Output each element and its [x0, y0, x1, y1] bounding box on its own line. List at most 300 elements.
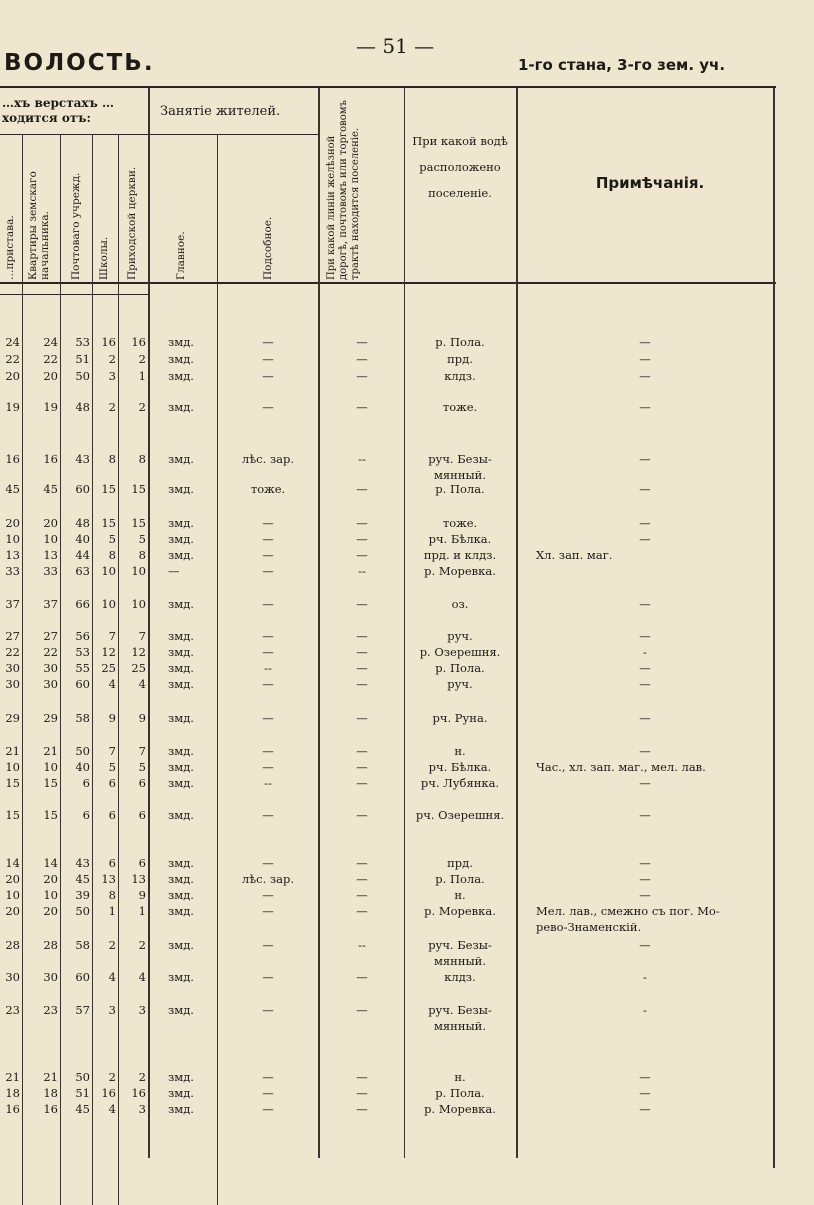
water-value-cont: мянный. — [433, 1019, 486, 1033]
aux-occupation: — — [262, 564, 274, 578]
distance-value: 9 — [138, 888, 146, 902]
notes-value: — — [639, 872, 651, 886]
col-header-water: При какой водѣ расположено поселеніе. — [412, 134, 508, 200]
water-value: тоже. — [442, 400, 478, 414]
distance-value: 50 — [75, 904, 90, 918]
distance-value: 16 — [101, 1086, 116, 1100]
main-occupation: змд. — [168, 938, 194, 952]
water-value: р. Моревка. — [424, 564, 496, 578]
distance-value: 30 — [43, 677, 58, 691]
notes-value: Час., хл. зап. маг., мел. лав. — [536, 760, 706, 774]
distance-value: 39 — [75, 888, 90, 902]
road-value: — — [356, 744, 368, 758]
distance-value: 9 — [138, 711, 146, 725]
main-occupation: змд. — [168, 808, 194, 822]
distance-value: 53 — [75, 335, 90, 349]
water-value: р. Пола. — [435, 335, 485, 349]
distance-value: 4 — [138, 970, 146, 984]
occupation-group-header: Занятіе жителей. — [160, 104, 281, 119]
col-rule-8 — [404, 88, 405, 1158]
water-value: прд. и клдз. — [423, 548, 497, 562]
distance-value: 6 — [138, 808, 146, 822]
table-row — [0, 776, 814, 792]
distance-value: 22 — [43, 645, 58, 659]
main-occupation: змд. — [168, 888, 194, 902]
aux-occupation: — — [262, 808, 274, 822]
occupation-rule — [148, 134, 318, 135]
distance-value: 16 — [101, 335, 116, 349]
table-row — [0, 677, 814, 693]
main-occupation: змд. — [168, 1003, 194, 1017]
water-value: р. Моревка. — [424, 1102, 496, 1116]
notes-value: — — [639, 808, 651, 822]
main-occupation: змд. — [168, 677, 194, 691]
table-row — [0, 808, 814, 824]
road-value: — — [356, 677, 368, 691]
distance-value: 21 — [43, 1070, 58, 1084]
notes-value: — — [639, 335, 651, 349]
notes-value: Мел. лав., смежно съ пог. Мо- — [536, 904, 720, 918]
page-number: — 51 — — [356, 34, 435, 58]
distance-value: 3 — [138, 1102, 146, 1116]
distance-value: 4 — [108, 677, 116, 691]
table-row — [0, 872, 814, 888]
table-row — [0, 645, 814, 661]
header-bottom-rule — [0, 282, 776, 284]
distance-value: 19 — [5, 400, 20, 414]
distance-value: 51 — [75, 352, 90, 366]
main-occupation: змд. — [168, 661, 194, 675]
distance-value: 23 — [5, 1003, 20, 1017]
water-value: р. Пола. — [435, 661, 485, 675]
table-row — [0, 970, 814, 986]
water-value: тоже. — [442, 516, 478, 530]
main-occupation: змд. — [168, 1086, 194, 1100]
aux-occupation: тоже. — [250, 482, 286, 496]
road-value: — — [356, 369, 368, 383]
distance-value: 16 — [5, 452, 20, 466]
water-value: рч. Озерешня. — [415, 808, 505, 822]
table-row — [0, 516, 814, 532]
aux-occupation: — — [262, 1070, 274, 1084]
col-header-road: При какой линіи желѣзной дорогѣ, почтовомъ или торговомъ трактѣ находится поселеніе. — [326, 100, 361, 280]
distance-value: 58 — [75, 938, 90, 952]
road-value: — — [356, 856, 368, 870]
aux-occupation: — — [262, 677, 274, 691]
distance-value: 16 — [131, 335, 146, 349]
distance-value: 37 — [5, 597, 20, 611]
aux-occupation: — — [262, 532, 274, 546]
distance-value: 20 — [5, 516, 20, 530]
distance-value: 15 — [131, 482, 146, 496]
distance-value: 56 — [75, 629, 90, 643]
table-row — [0, 888, 814, 904]
road-value: — — [356, 888, 368, 902]
district-label: 1-го стана, 3-го зем. уч. — [518, 56, 726, 74]
distance-value: 66 — [75, 597, 90, 611]
road-value: — — [356, 532, 368, 546]
distance-value: 40 — [75, 760, 90, 774]
distance-value: 30 — [43, 661, 58, 675]
table-row — [0, 711, 814, 727]
distance-value: 60 — [75, 677, 90, 691]
road-value: — — [356, 776, 368, 790]
distance-value: 23 — [43, 1003, 58, 1017]
col-header-church: Приходской церкви. — [126, 166, 138, 280]
distance-value: 48 — [75, 516, 90, 530]
distance-value: 22 — [5, 352, 20, 366]
road-value: — — [356, 760, 368, 774]
table-row — [0, 856, 814, 872]
distance-group-header: …хъ верстахъ …ходится отъ: — [2, 96, 114, 125]
distance-value: 14 — [5, 856, 20, 870]
notes-value: - — [643, 645, 647, 659]
distance-value: 51 — [75, 1086, 90, 1100]
col-header-notes: Примѣчанія. — [595, 174, 705, 192]
main-occupation: змд. — [168, 776, 194, 790]
table-row — [0, 1003, 814, 1033]
distance-value: 8 — [138, 452, 146, 466]
distance-value: 30 — [5, 970, 20, 984]
distance-value: 16 — [43, 452, 58, 466]
aux-occupation: — — [262, 629, 274, 643]
distance-value: 7 — [108, 629, 116, 643]
main-occupation: змд. — [168, 532, 194, 546]
water-value: н. — [454, 1070, 466, 1084]
distance-value: 6 — [108, 856, 116, 870]
table-row — [0, 597, 814, 613]
distance-value: 24 — [5, 335, 20, 349]
road-value: — — [356, 482, 368, 496]
distance-value: 22 — [5, 645, 20, 659]
distance-value: 1 — [138, 904, 146, 918]
col-rule-5 — [148, 88, 150, 1158]
aux-occupation: — — [262, 1003, 274, 1017]
aux-occupation: — — [262, 335, 274, 349]
distance-value: 16 — [43, 1102, 58, 1116]
distance-value: 9 — [108, 711, 116, 725]
distance-value: 53 — [75, 645, 90, 659]
distance-value: 15 — [131, 516, 146, 530]
distance-value: 6 — [108, 776, 116, 790]
main-occupation: змд. — [168, 548, 194, 562]
main-occupation: змд. — [168, 352, 194, 366]
distance-value: 15 — [43, 808, 58, 822]
road-value: — — [356, 516, 368, 530]
main-occupation: змд. — [168, 744, 194, 758]
road-value: — — [356, 335, 368, 349]
water-value: н. — [454, 744, 466, 758]
road-value: — — [356, 400, 368, 414]
distance-value: 29 — [43, 711, 58, 725]
top-rule — [0, 86, 776, 88]
distance-value: 8 — [108, 452, 116, 466]
water-value: рч. Бѣлка. — [428, 532, 492, 546]
notes-value-cont: рево-Знаменскій. — [536, 920, 642, 934]
table-row — [0, 938, 814, 968]
distance-value: 18 — [43, 1086, 58, 1100]
distance-value: 2 — [138, 1070, 146, 1084]
road-value: — — [356, 661, 368, 675]
distance-value: 48 — [75, 400, 90, 414]
water-value: прд. — [447, 856, 473, 870]
col-header-stanovoy: …пристава. — [4, 215, 16, 280]
aux-occupation: — — [262, 970, 274, 984]
road-value: — — [356, 645, 368, 659]
distance-value: 6 — [138, 776, 146, 790]
water-value: руч. — [447, 629, 473, 643]
distance-value: 2 — [108, 400, 116, 414]
notes-value: — — [639, 1102, 651, 1116]
distance-value: 2 — [138, 352, 146, 366]
notes-value: — — [639, 629, 651, 643]
distance-value: 12 — [101, 645, 116, 659]
distance-value: 3 — [108, 1003, 116, 1017]
distance-value: 18 — [5, 1086, 20, 1100]
main-occupation: змд. — [168, 482, 194, 496]
road-value: — — [356, 711, 368, 725]
main-occupation: змд. — [168, 335, 194, 349]
distance-value: 6 — [82, 808, 90, 822]
main-occupation: змд. — [168, 629, 194, 643]
notes-value: — — [639, 532, 651, 546]
water-value: рч. Лубянка. — [420, 776, 500, 790]
distance-value: 2 — [138, 938, 146, 952]
table-row — [0, 564, 814, 580]
main-occupation: змд. — [168, 856, 194, 870]
distance-value: 27 — [5, 629, 20, 643]
distance-value: 8 — [108, 548, 116, 562]
notes-value: — — [639, 516, 651, 530]
main-occupation: змд. — [168, 872, 194, 886]
distance-value: 40 — [75, 532, 90, 546]
col-header-aux: Подсобное. — [262, 216, 274, 280]
distance-value: 20 — [5, 872, 20, 886]
distance-value: 33 — [43, 564, 58, 578]
distance-value: 24 — [43, 335, 58, 349]
distance-value: 6 — [138, 856, 146, 870]
water-value: руч. Безы- — [428, 938, 492, 952]
distance-value: 16 — [5, 1102, 20, 1116]
distance-value: 28 — [5, 938, 20, 952]
distance-value: 3 — [108, 369, 116, 383]
distance-value: 4 — [108, 970, 116, 984]
distance-value: 14 — [43, 856, 58, 870]
notes-value: - — [643, 970, 647, 984]
distance-value: 55 — [75, 661, 90, 675]
distance-value: 19 — [43, 400, 58, 414]
table-row — [0, 335, 814, 351]
road-value: -- — [358, 938, 366, 952]
table-row — [0, 744, 814, 760]
water-value: рч. Руна. — [432, 711, 488, 725]
main-occupation: змд. — [168, 711, 194, 725]
notes-value: — — [639, 352, 651, 366]
distance-value: 22 — [43, 352, 58, 366]
water-value: руч. Безы- — [428, 1003, 492, 1017]
distance-value: 45 — [75, 872, 90, 886]
aux-occupation: — — [262, 888, 274, 902]
main-occupation: змд. — [168, 645, 194, 659]
road-value: — — [356, 808, 368, 822]
road-value: — — [356, 629, 368, 643]
water-value: клдз. — [444, 970, 476, 984]
notes-value: — — [639, 677, 651, 691]
distance-value: 15 — [5, 776, 20, 790]
distance-value: 27 — [43, 629, 58, 643]
distance-value: 1 — [108, 904, 116, 918]
distance-value: 25 — [131, 661, 146, 675]
distance-value: 20 — [5, 369, 20, 383]
distance-value: 2 — [108, 938, 116, 952]
table-row — [0, 369, 814, 385]
distance-value: 10 — [5, 760, 20, 774]
distance-value: 7 — [138, 744, 146, 758]
aux-occupation: — — [262, 352, 274, 366]
distance-value: 21 — [5, 1070, 20, 1084]
distance-value: 43 — [75, 856, 90, 870]
distance-value: 43 — [75, 452, 90, 466]
distance-value: 8 — [108, 888, 116, 902]
notes-value: — — [639, 711, 651, 725]
notes-value: — — [639, 482, 651, 496]
table-row — [0, 532, 814, 548]
distance-value: 7 — [138, 629, 146, 643]
aux-occupation: -- — [264, 661, 272, 675]
distance-value: 10 — [43, 760, 58, 774]
distance-value: 2 — [108, 1070, 116, 1084]
water-value: р. Пола. — [435, 1086, 485, 1100]
distance-value: 20 — [43, 872, 58, 886]
notes-value: — — [639, 400, 651, 414]
notes-value: — — [639, 888, 651, 902]
distance-value: 5 — [138, 760, 146, 774]
main-occupation: змд. — [168, 1070, 194, 1084]
distance-value: 15 — [43, 776, 58, 790]
aux-occupation: — — [262, 744, 274, 758]
col-header-zemsky: Квартиры земскаго начальника. — [27, 171, 51, 280]
col-rule-9 — [516, 88, 518, 1158]
col-header-post: Почтоваго учрежд. — [70, 172, 82, 280]
distance-value: 30 — [5, 677, 20, 691]
distance-value: 2 — [108, 352, 116, 366]
distance-value: 60 — [75, 482, 90, 496]
distance-value: 20 — [43, 904, 58, 918]
aux-occupation: — — [262, 711, 274, 725]
aux-occupation: — — [262, 904, 274, 918]
table-row — [0, 482, 814, 498]
distance-value: 13 — [43, 548, 58, 562]
water-value: руч. Безы- — [428, 452, 492, 466]
water-value: р. Пола. — [435, 872, 485, 886]
distance-value: 50 — [75, 1070, 90, 1084]
distance-value: 10 — [5, 888, 20, 902]
distance-value: 12 — [131, 645, 146, 659]
distance-value: 37 — [43, 597, 58, 611]
distance-value: 1 — [138, 369, 146, 383]
distance-value: 6 — [82, 776, 90, 790]
distance-value: 3 — [138, 1003, 146, 1017]
table-row — [0, 1070, 814, 1086]
running-title: ВОЛОСТЬ. — [4, 50, 155, 76]
aux-occupation: — — [262, 548, 274, 562]
water-value: р. Моревка. — [424, 904, 496, 918]
aux-occupation: лѣс. зар. — [241, 872, 295, 886]
road-value: — — [356, 1070, 368, 1084]
notes-value: — — [639, 1086, 651, 1100]
table-row — [0, 548, 814, 564]
distance-value: 13 — [131, 872, 146, 886]
distance-value: 8 — [138, 548, 146, 562]
table-row — [0, 1102, 814, 1118]
main-occupation: змд. — [168, 970, 194, 984]
distance-value: 6 — [108, 808, 116, 822]
distance-value: 50 — [75, 744, 90, 758]
road-value: — — [356, 352, 368, 366]
distance-value: 2 — [138, 400, 146, 414]
distance-value: 33 — [5, 564, 20, 578]
distance-value: 25 — [101, 661, 116, 675]
aux-occupation: — — [262, 597, 274, 611]
distance-value: 21 — [43, 744, 58, 758]
distance-value: 50 — [75, 369, 90, 383]
distance-value: 21 — [5, 744, 20, 758]
distance-value: 4 — [108, 1102, 116, 1116]
main-occupation: змд. — [168, 369, 194, 383]
aux-occupation: — — [262, 938, 274, 952]
aux-occupation: -- — [264, 776, 272, 790]
aux-occupation: — — [262, 400, 274, 414]
distance-value: 58 — [75, 711, 90, 725]
notes-value: — — [639, 938, 651, 952]
distance-value: 44 — [75, 548, 90, 562]
water-value: прд. — [447, 352, 473, 366]
distance-value: 5 — [108, 760, 116, 774]
notes-value: — — [639, 1070, 651, 1084]
distance-value: 15 — [101, 482, 116, 496]
table-row — [0, 352, 814, 368]
water-value: клдз. — [444, 369, 476, 383]
main-occupation: — — [168, 564, 180, 578]
distance-value: 10 — [101, 564, 116, 578]
distance-value: 16 — [131, 1086, 146, 1100]
main-occupation: змд. — [168, 760, 194, 774]
road-value: — — [356, 970, 368, 984]
table-row — [0, 629, 814, 645]
notes-value: — — [639, 744, 651, 758]
road-value: — — [356, 1086, 368, 1100]
table-row — [0, 904, 814, 934]
main-occupation: змд. — [168, 1102, 194, 1116]
road-value: — — [356, 904, 368, 918]
notes-value: — — [639, 776, 651, 790]
distance-value: 10 — [43, 888, 58, 902]
distance-value: 29 — [5, 711, 20, 725]
road-value: — — [356, 1102, 368, 1116]
aux-occupation: — — [262, 369, 274, 383]
water-value: оз. — [451, 597, 469, 611]
col-header-main: Главное. — [175, 231, 187, 280]
distance-value: 10 — [131, 564, 146, 578]
main-occupation: змд. — [168, 516, 194, 530]
water-value: руч. — [447, 677, 473, 691]
road-value: -- — [358, 452, 366, 466]
notes-value: - — [643, 1003, 647, 1017]
aux-occupation: — — [262, 1086, 274, 1100]
water-value: н. — [454, 888, 466, 902]
water-value-cont: мянный. — [433, 954, 486, 968]
distance-value: 60 — [75, 970, 90, 984]
